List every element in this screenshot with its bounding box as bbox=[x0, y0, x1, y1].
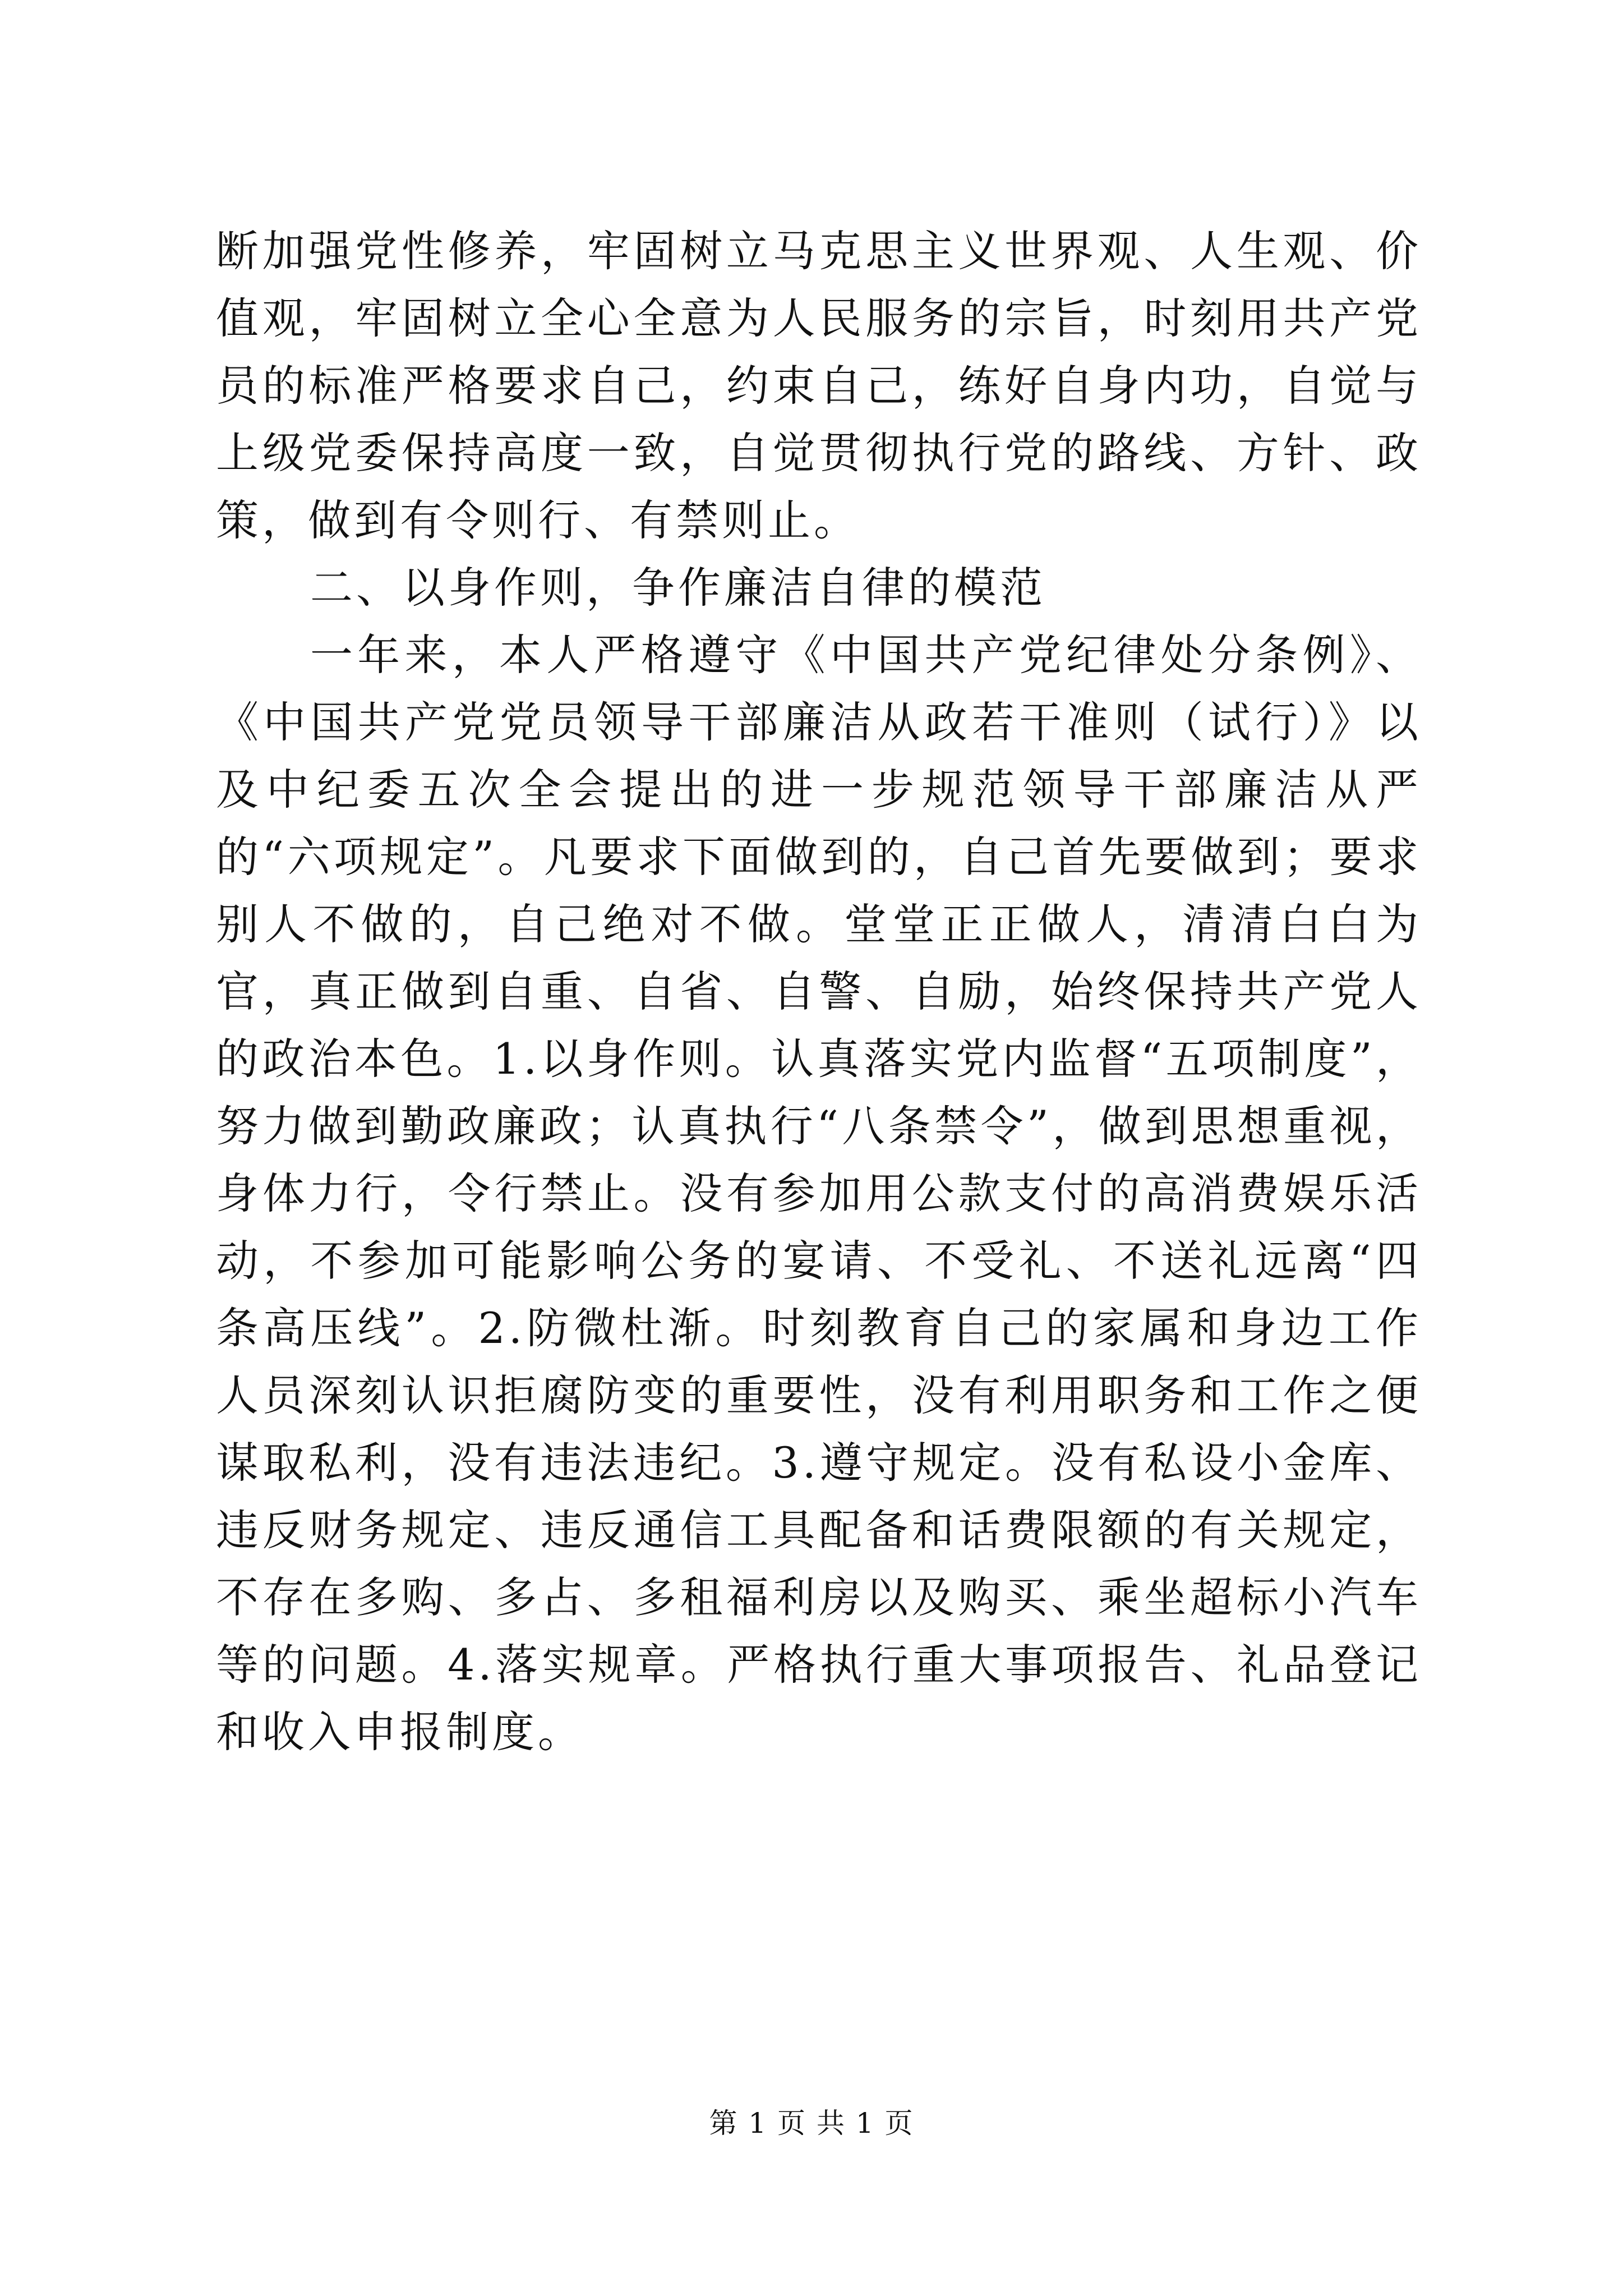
paragraph-party-spirit: 断加强党性修养，牢固树立马克思主义世界观、人生观、价值观，牢固树立全心全意为人民服务的宗旨，时刻用共产党员的标准严格要求自己，约束自己，练好自身内功，自觉与上级党委保持高度一致，自觉贯彻执行党的路线、方针、政策，做到有令则行、有禁则止。 bbox=[216, 226, 1422, 545]
paragraph-integrity-record: 一年来，本人严格遵守《中国共产党纪律处分条例》、《中国共产党党员领导干部廉洁从政若干准则（试行）》以及中纪委五次全会提出的进一步规范领导干部廉洁从严的“六项规定”。凡要求下面做到的，自己首先要做到；要求别人不做的，自己绝对不做。堂堂正正做人，清清白白为官，真正做到自重、自省、自警、自励，始终保持共产党人的政治本色。1.以身作则。认真落实党内监督“五项制度”，努力做到勤政廉政；认真执行“八条禁令”，做到思想重视，身体力行，令行禁止。没有参加用公款支付的高消费娱乐活动，不参加可能影响公务的宴请、不受礼、不送礼远离“四条高压线”。2.防微杜渐。时刻教育自己的家属和身边工作人员深刻认识拒腐防变的重要性，没有利用职务和工作之便谋取私利，没有违法违纪。3.遵守规定。没有私设小金库、违反财务规定、违反通信工具配备和话费限额的有关规定，不存在多购、多占、多租福利房以及购买、乘坐超标小汽车等的问题。4.落实规章。严格执行重大事项报告、礼品登记和收入申报制度。 bbox=[216, 630, 1422, 1757]
section-heading-lead-by-example: 二、以身作则，争作廉洁自律的模范 bbox=[310, 563, 1046, 613]
document-body bbox=[216, 218, 1422, 1766]
page-footer: 第 1 页 共 1 页 bbox=[709, 2107, 914, 2139]
